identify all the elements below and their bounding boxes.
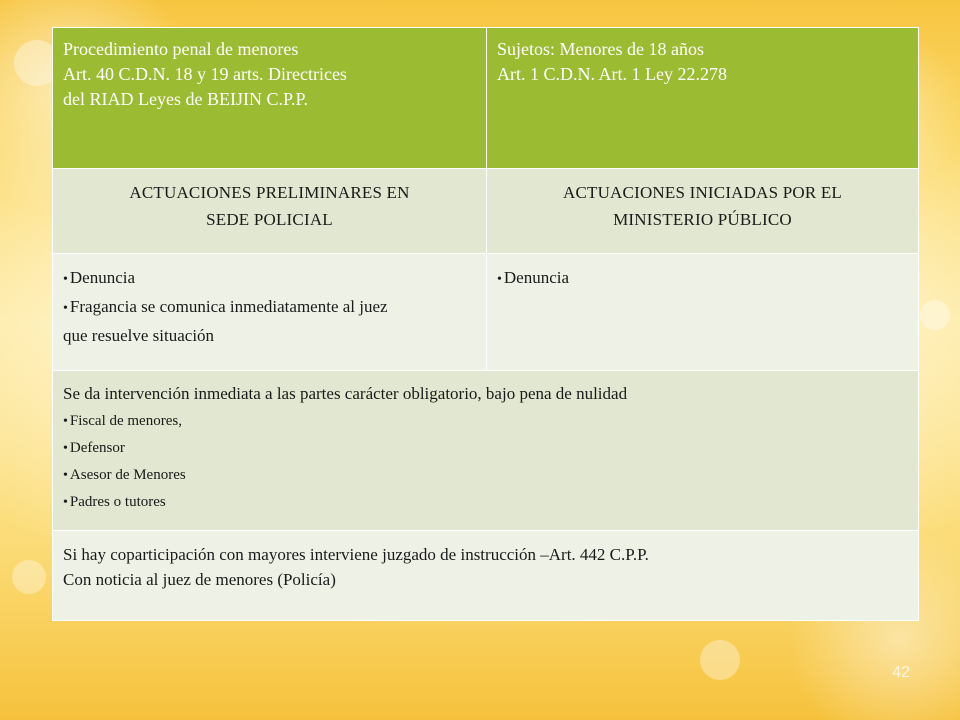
list-item [63, 489, 908, 516]
subheader-right-line: MINISTERIO PÚBLICO [613, 210, 792, 229]
list-item-text: Fragancia se comunica inmediatamente al juez [69, 297, 388, 316]
list-item-text: Padres o tutores [69, 494, 166, 510]
header-left-line: del RIAD Leyes de BEIJIN C.P.P. [63, 89, 308, 109]
list-item [63, 462, 908, 489]
bullets-cell-police [53, 254, 487, 371]
subheader-left-line: SEDE POLICIAL [206, 210, 333, 229]
list-item [63, 435, 908, 462]
list-item [63, 264, 476, 293]
list-item [63, 293, 476, 322]
list-item [63, 408, 908, 435]
note-line: Con noticia al juez de menores (Policía) [63, 570, 336, 589]
bullet-icon: • [497, 272, 502, 287]
page-number: 42 [892, 664, 910, 681]
note-line: Si hay coparticipación con mayores interviene juzgado de instrucción –Art. 442 C.P.P. [63, 545, 649, 564]
bullets-cell-ministry [487, 254, 919, 371]
bullet-icon: • [63, 441, 68, 456]
subheader-right-line: ACTUACIONES INICIADAS POR EL [562, 183, 843, 202]
table-header-row [53, 28, 919, 169]
bokeh-light [12, 560, 46, 594]
subheader-cell-ministry [487, 169, 919, 254]
bokeh-light [920, 300, 950, 330]
bullet-icon: • [63, 414, 68, 429]
bullet-icon: • [63, 468, 68, 483]
header-left-line: Art. 40 C.D.N. 18 y 19 arts. Directrices [63, 64, 347, 84]
bullet-icon: • [63, 495, 68, 510]
table-bullets-row [53, 254, 919, 371]
list-item-text: Denuncia [69, 268, 136, 287]
header-right-line: Sujetos: Menores de 18 años [497, 39, 704, 59]
bullet-icon: • [63, 272, 68, 287]
header-cell-subjects [487, 28, 919, 169]
table-subheader-row [53, 169, 919, 254]
list-item [497, 264, 908, 293]
table-parties-row [53, 371, 919, 531]
list-item-text: Denuncia [503, 268, 570, 287]
list-item-text: Fiscal de menores, [69, 413, 182, 429]
table-note-row [53, 531, 919, 621]
note-cell [53, 531, 919, 621]
list-item-continuation: que resuelve situación [63, 326, 215, 345]
header-left-line: Procedimiento penal de menores [63, 39, 299, 59]
bokeh-light [700, 640, 740, 680]
procedure-table [52, 27, 919, 621]
header-cell-procedure [53, 28, 487, 169]
list-item-text: Asesor de Menores [69, 467, 186, 483]
subheader-cell-police [53, 169, 487, 254]
parties-cell [53, 371, 919, 531]
bullet-icon: • [63, 301, 68, 316]
subheader-left-line: ACTUACIONES PRELIMINARES EN [129, 183, 410, 202]
header-right-line: Art. 1 C.D.N. Art. 1 Ley 22.278 [497, 64, 727, 84]
parties-intro: Se da intervención inmediata a las partes carácter obligatorio, bajo pena de nulidad [63, 384, 628, 403]
list-item-text: Defensor [69, 440, 125, 456]
